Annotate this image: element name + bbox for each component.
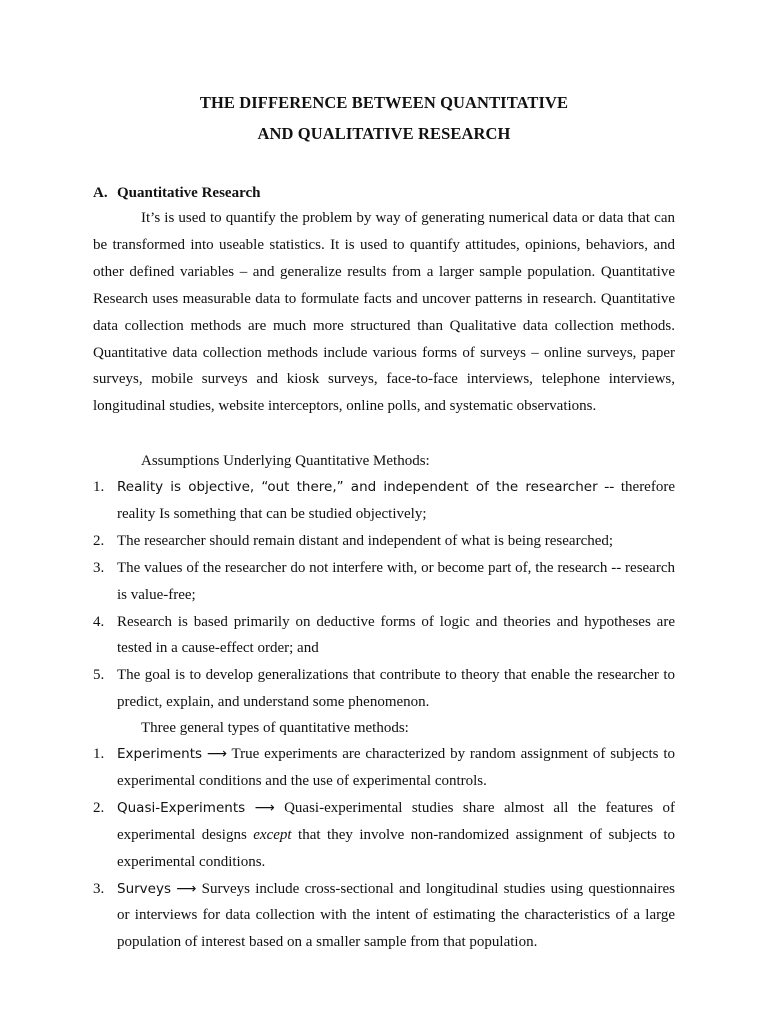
assumption-text: Research is based primarily on deductive forms of logic and theories and hypotheses are tested in a cause-effect order; and	[117, 613, 675, 657]
type-text-after: that they involve non-randomized assignment of subjects to experimental conditions.	[117, 826, 676, 870]
list-number: 1.	[93, 746, 105, 762]
list-item	[93, 662, 675, 716]
assumptions-list	[93, 474, 675, 716]
type-emphasis: except	[253, 826, 292, 843]
list-item	[93, 609, 675, 663]
list-item	[93, 528, 675, 555]
section-heading	[93, 185, 260, 202]
type-term: Quasi-Experiments	[117, 799, 246, 816]
list-item	[93, 795, 675, 876]
assumption-text: The goal is to develop generalizations that contribute to theory that enable the researcher to predict, explain, and understand some phenomenon.	[117, 667, 675, 711]
list-number: 2.	[93, 799, 105, 816]
types-list	[93, 741, 675, 956]
types-intro: Three general types of quantitative methods:	[141, 720, 409, 736]
list-number: 4.	[93, 613, 105, 630]
section-letter: A.	[93, 185, 108, 201]
quantitative-paragraph: It’s is used to quantify the problem by way of generating numerical data or data that can be transformed into useable statistics. It is used to quantify attitudes, opinions, behaviors, and other defined variables – and generalize results from a larger sample population. Quantitative Research uses measurable data to formulate facts and uncover patterns in research. Quantitative data collection methods are much more structured than Qualitative data collection methods. Quantitative data collection methods include various forms of surveys – online surveys, paper surveys, mobile surveys and kiosk surveys, face-to-face interviews, telephone interviews, longitudinal studies, website interceptors, online polls, and systematic observations.	[93, 210, 675, 415]
list-number: 5.	[93, 667, 105, 684]
type-text-before: Quasi-experimental studies share almost all the features of experimental designs	[117, 799, 675, 843]
list-number: 1.	[93, 479, 105, 495]
title-line-1: THE DIFFERENCE BETWEEN QUANTITATIVE	[199, 93, 569, 112]
list-number: 2.	[93, 532, 105, 549]
section-title: Quantitative Research	[117, 185, 261, 201]
arrow-icon: ⟶	[206, 746, 227, 762]
list-number: 3.	[93, 880, 105, 897]
arrow-icon: ⟶	[254, 799, 275, 816]
assumption-text: The researcher should remain distant and independent of what is being researched;	[117, 532, 614, 549]
title-line-2: AND QUALITATIVE RESEARCH	[257, 124, 511, 143]
type-text: Surveys include cross-sectional and longitudinal studies using questionnaires or interviews for data collection with the intent of estimating the characteristics of a large population of interest based on a smaller sample from that population.	[117, 880, 676, 951]
assumptions-intro: Assumptions Underlying Quantitative Methods:	[141, 453, 430, 469]
list-item	[93, 555, 675, 609]
list-item	[93, 876, 675, 957]
list-number: 3.	[93, 559, 105, 576]
assumption-lead: Reality is objective, “out there,” and independent of the researcher	[117, 479, 598, 495]
type-text: True experiments are characterized by random assignment of subjects to experimental conditions and the use of experimental controls.	[117, 746, 676, 789]
type-term: Experiments	[117, 746, 203, 762]
list-item	[93, 741, 675, 795]
list-item	[93, 474, 675, 528]
assumption-text: The values of the researcher do not interfere with, or become part of, the research -- research is value-free;	[117, 559, 675, 603]
assumption-rest: -- therefore reality Is something that can be studied objectively;	[117, 479, 675, 522]
arrow-icon: ⟶	[176, 880, 197, 897]
type-term: Surveys	[117, 880, 171, 897]
